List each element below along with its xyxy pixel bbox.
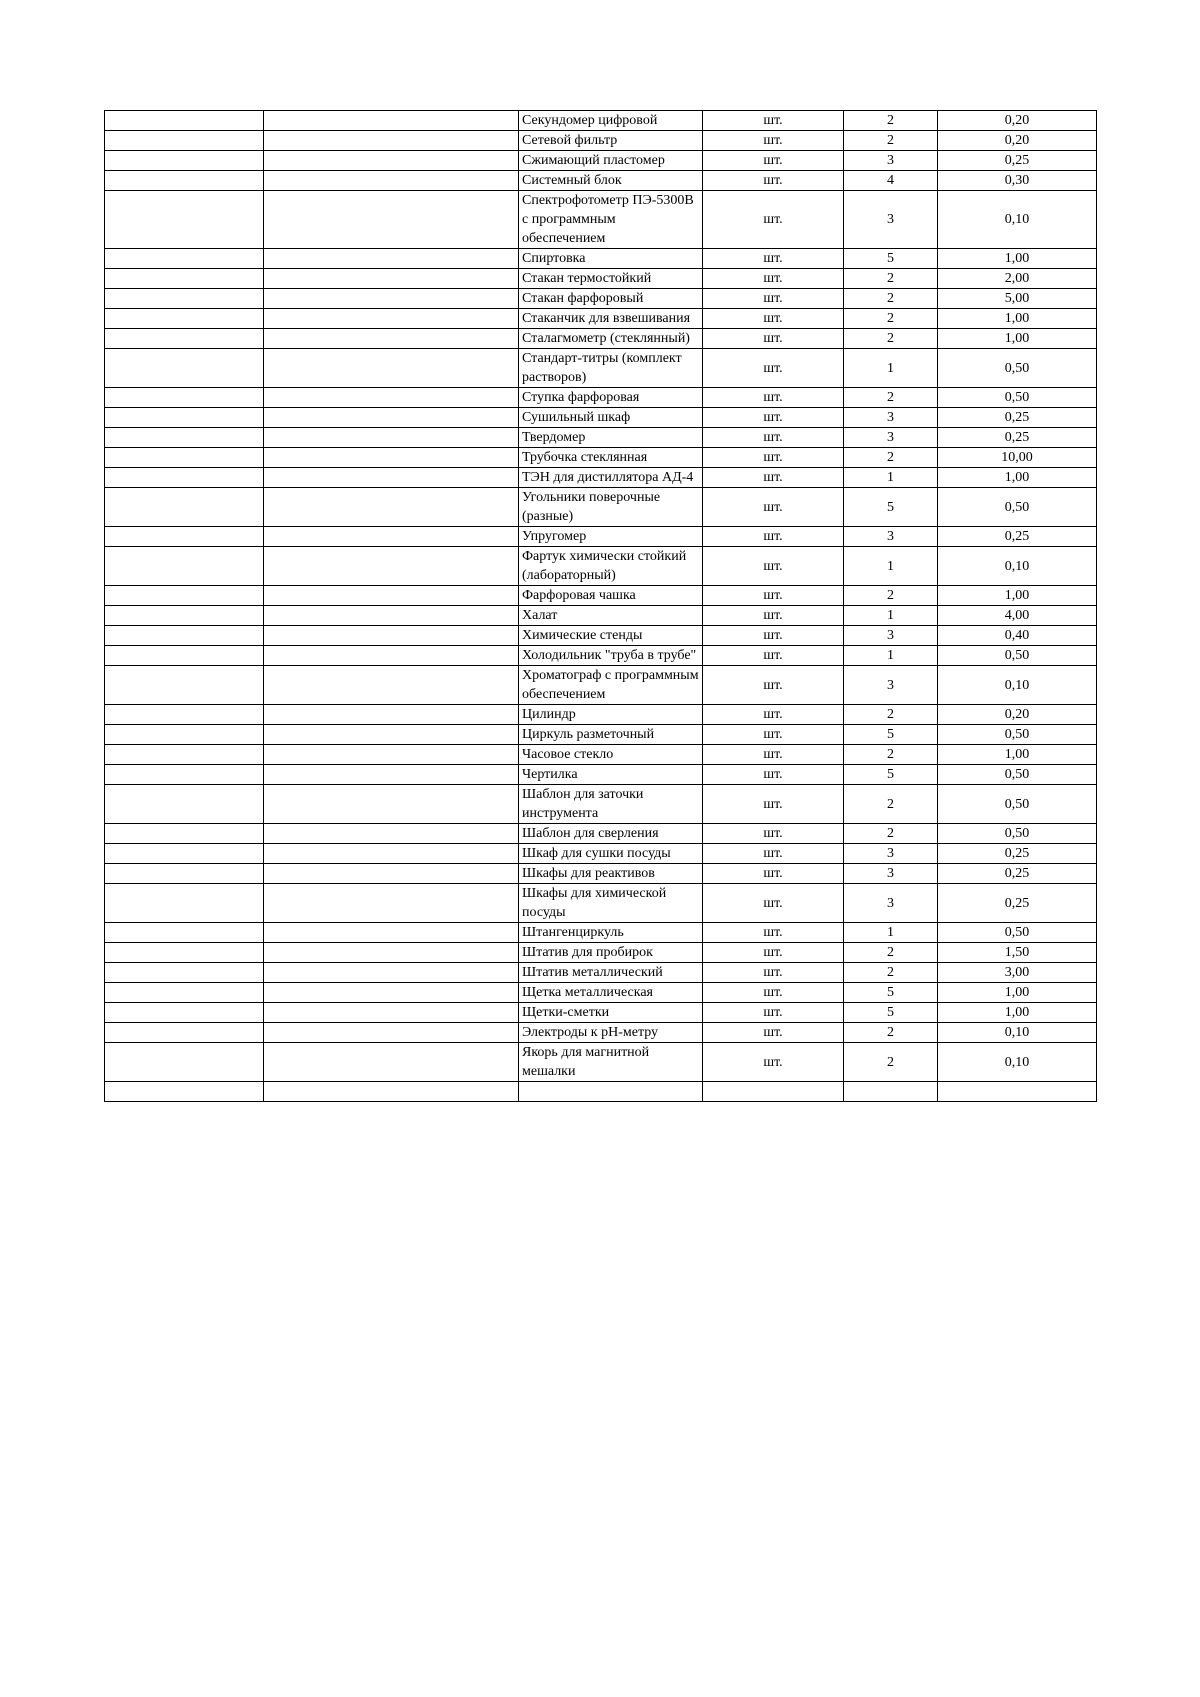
coefficient-cell: 1,00 [938, 329, 1097, 349]
table-row [105, 765, 1097, 785]
coefficient-cell: 0,25 [938, 864, 1097, 884]
coefficient-cell: 0,30 [938, 171, 1097, 191]
quantity-cell: 2 [844, 586, 938, 606]
unit-cell: шт. [703, 745, 844, 765]
unit-cell: шт. [703, 923, 844, 943]
quantity-cell: 2 [844, 785, 938, 824]
empty-cell [264, 1003, 519, 1023]
table-row [105, 745, 1097, 765]
coefficient-cell: 1,00 [938, 983, 1097, 1003]
item-name-cell: Часовое стекло [519, 745, 703, 765]
coefficient-cell: 0,50 [938, 923, 1097, 943]
table-row [105, 309, 1097, 329]
item-name-cell: Электроды к рН-метру [519, 1023, 703, 1043]
empty-cell [264, 527, 519, 547]
coefficient-cell: 1,00 [938, 249, 1097, 269]
table-row [105, 943, 1097, 963]
empty-cell [105, 666, 264, 705]
item-name-cell: Сталагмометр (стеклянный) [519, 329, 703, 349]
empty-cell [105, 864, 264, 884]
coefficient-cell: 10,00 [938, 448, 1097, 468]
empty-cell [105, 191, 264, 249]
quantity-cell: 1 [844, 606, 938, 626]
unit-cell: шт. [703, 666, 844, 705]
unit-cell: шт. [703, 884, 844, 923]
table-row [105, 983, 1097, 1003]
coefficient-cell: 0,10 [938, 666, 1097, 705]
empty-cell [264, 547, 519, 586]
empty-cell [105, 309, 264, 329]
item-name-cell: Хроматограф с программным обеспечением [519, 666, 703, 705]
empty-table-row [105, 1082, 1097, 1102]
empty-cell [264, 249, 519, 269]
unit-cell: шт. [703, 527, 844, 547]
unit-cell: шт. [703, 468, 844, 488]
empty-cell [105, 1043, 264, 1082]
table-row [105, 269, 1097, 289]
table-row [105, 844, 1097, 864]
quantity-cell: 1 [844, 923, 938, 943]
unit-cell: шт. [703, 289, 844, 309]
empty-cell [105, 626, 264, 646]
empty-cell [264, 309, 519, 329]
empty-cell [105, 151, 264, 171]
table-row [105, 864, 1097, 884]
coefficient-cell: 0,25 [938, 151, 1097, 171]
coefficient-cell: 3,00 [938, 963, 1097, 983]
item-name-cell: Сушильный шкаф [519, 408, 703, 428]
quantity-cell: 2 [844, 131, 938, 151]
item-name-cell: Цилиндр [519, 705, 703, 725]
empty-cell [105, 983, 264, 1003]
unit-cell: шт. [703, 824, 844, 844]
quantity-cell: 1 [844, 646, 938, 666]
empty-cell [105, 725, 264, 745]
empty-cell [105, 943, 264, 963]
quantity-cell: 3 [844, 527, 938, 547]
quantity-cell: 3 [844, 626, 938, 646]
empty-cell [105, 646, 264, 666]
table-row [105, 705, 1097, 725]
coefficient-cell: 4,00 [938, 606, 1097, 626]
unit-cell: шт. [703, 844, 844, 864]
empty-cell [264, 864, 519, 884]
item-name-cell: Стаканчик для взвешивания [519, 309, 703, 329]
item-name-cell: Чертилка [519, 765, 703, 785]
empty-cell [105, 388, 264, 408]
item-name-cell: Шаблон для сверления [519, 824, 703, 844]
item-name-cell: Системный блок [519, 171, 703, 191]
item-name-cell: Секундомер цифровой [519, 111, 703, 131]
coefficient-cell: 0,20 [938, 131, 1097, 151]
coefficient-cell: 1,00 [938, 586, 1097, 606]
item-name-cell: Стакан термостойкий [519, 269, 703, 289]
empty-cell [105, 131, 264, 151]
coefficient-cell: 1,00 [938, 745, 1097, 765]
empty-cell [105, 249, 264, 269]
coefficient-cell: 0,50 [938, 488, 1097, 527]
coefficient-cell: 0,50 [938, 765, 1097, 785]
unit-cell: шт. [703, 249, 844, 269]
item-name-cell: Щетка металлическая [519, 983, 703, 1003]
table-row [105, 547, 1097, 586]
unit-cell: шт. [703, 408, 844, 428]
coefficient-cell: 0,20 [938, 111, 1097, 131]
empty-cell [264, 111, 519, 131]
coefficient-cell: 1,00 [938, 468, 1097, 488]
empty-cell [844, 1082, 938, 1102]
unit-cell: шт. [703, 111, 844, 131]
unit-cell: шт. [703, 547, 844, 586]
coefficient-cell: 0,10 [938, 1043, 1097, 1082]
item-name-cell: Фартук химически стойкий (лабораторный) [519, 547, 703, 586]
item-name-cell: Стандарт-титры (комплект растворов) [519, 349, 703, 388]
quantity-cell: 2 [844, 309, 938, 329]
table-row [105, 1023, 1097, 1043]
table-row [105, 646, 1097, 666]
table-row [105, 388, 1097, 408]
item-name-cell: Шкаф для сушки посуды [519, 844, 703, 864]
coefficient-cell: 0,50 [938, 349, 1097, 388]
unit-cell: шт. [703, 151, 844, 171]
unit-cell: шт. [703, 428, 844, 448]
quantity-cell: 3 [844, 844, 938, 864]
empty-cell [105, 547, 264, 586]
quantity-cell: 5 [844, 1003, 938, 1023]
quantity-cell: 3 [844, 408, 938, 428]
item-name-cell: Фарфоровая чашка [519, 586, 703, 606]
table-row [105, 626, 1097, 646]
item-name-cell: Халат [519, 606, 703, 626]
quantity-cell: 2 [844, 705, 938, 725]
unit-cell: шт. [703, 606, 844, 626]
empty-cell [703, 1082, 844, 1102]
empty-cell [264, 468, 519, 488]
item-name-cell: Ступка фарфоровая [519, 388, 703, 408]
unit-cell: шт. [703, 864, 844, 884]
empty-cell [519, 1082, 703, 1102]
empty-cell [105, 745, 264, 765]
empty-cell [264, 606, 519, 626]
empty-cell [264, 923, 519, 943]
item-name-cell: Трубочка стеклянная [519, 448, 703, 468]
empty-cell [264, 785, 519, 824]
empty-cell [105, 1082, 264, 1102]
item-name-cell: Холодильник "труба в трубе" [519, 646, 703, 666]
table-row [105, 606, 1097, 626]
table-row [105, 151, 1097, 171]
empty-cell [264, 329, 519, 349]
empty-cell [264, 646, 519, 666]
table-row [105, 289, 1097, 309]
item-name-cell: Циркуль разметочный [519, 725, 703, 745]
coefficient-cell: 5,00 [938, 289, 1097, 309]
empty-cell [264, 151, 519, 171]
empty-cell [264, 1082, 519, 1102]
empty-cell [264, 428, 519, 448]
item-name-cell: Упругомер [519, 527, 703, 547]
empty-cell [264, 171, 519, 191]
coefficient-cell: 0,10 [938, 547, 1097, 586]
table-row [105, 349, 1097, 388]
quantity-cell: 1 [844, 547, 938, 586]
coefficient-cell: 0,20 [938, 705, 1097, 725]
quantity-cell: 2 [844, 269, 938, 289]
unit-cell: шт. [703, 785, 844, 824]
empty-cell [264, 983, 519, 1003]
item-name-cell: Штатив металлический [519, 963, 703, 983]
unit-cell: шт. [703, 171, 844, 191]
coefficient-cell: 1,50 [938, 943, 1097, 963]
empty-cell [105, 527, 264, 547]
item-name-cell: Шкафы для химической посуды [519, 884, 703, 923]
empty-cell [264, 824, 519, 844]
coefficient-cell: 0,10 [938, 1023, 1097, 1043]
unit-cell: шт. [703, 646, 844, 666]
item-name-cell: Штангенциркуль [519, 923, 703, 943]
empty-cell [264, 191, 519, 249]
coefficient-cell: 2,00 [938, 269, 1097, 289]
item-name-cell: Шаблон для заточки инструмента [519, 785, 703, 824]
empty-cell [264, 963, 519, 983]
empty-cell [264, 269, 519, 289]
equipment-table [104, 110, 1097, 1102]
empty-cell [105, 289, 264, 309]
item-name-cell: Сетевой фильтр [519, 131, 703, 151]
table-row [105, 666, 1097, 705]
empty-cell [264, 408, 519, 428]
item-name-cell: Сжимающий пластомер [519, 151, 703, 171]
coefficient-cell: 0,40 [938, 626, 1097, 646]
empty-cell [264, 1043, 519, 1082]
item-name-cell: Спектрофотометр ПЭ-5300В с программным обеспечением [519, 191, 703, 249]
quantity-cell: 2 [844, 943, 938, 963]
empty-cell [264, 349, 519, 388]
empty-cell [105, 606, 264, 626]
table-row [105, 171, 1097, 191]
coefficient-cell: 0,50 [938, 725, 1097, 745]
coefficient-cell: 0,50 [938, 785, 1097, 824]
unit-cell: шт. [703, 1023, 844, 1043]
quantity-cell: 3 [844, 666, 938, 705]
quantity-cell: 5 [844, 983, 938, 1003]
coefficient-cell: 0,10 [938, 191, 1097, 249]
empty-cell [105, 586, 264, 606]
empty-cell [264, 448, 519, 468]
empty-cell [264, 844, 519, 864]
item-name-cell: Шкафы для реактивов [519, 864, 703, 884]
unit-cell: шт. [703, 309, 844, 329]
table-row [105, 586, 1097, 606]
quantity-cell: 2 [844, 388, 938, 408]
unit-cell: шт. [703, 349, 844, 388]
empty-cell [105, 705, 264, 725]
item-name-cell: ТЭН для дистиллятора АД-4 [519, 468, 703, 488]
empty-cell [105, 884, 264, 923]
empty-cell [264, 586, 519, 606]
coefficient-cell: 0,25 [938, 884, 1097, 923]
item-name-cell: Якорь для магнитной мешалки [519, 1043, 703, 1082]
quantity-cell: 3 [844, 151, 938, 171]
empty-cell [105, 824, 264, 844]
table-row [105, 527, 1097, 547]
unit-cell: шт. [703, 448, 844, 468]
table-row [105, 488, 1097, 527]
empty-cell [105, 1023, 264, 1043]
unit-cell: шт. [703, 765, 844, 785]
unit-cell: шт. [703, 269, 844, 289]
empty-cell [105, 329, 264, 349]
empty-cell [264, 626, 519, 646]
quantity-cell: 3 [844, 864, 938, 884]
table-row [105, 963, 1097, 983]
quantity-cell: 5 [844, 488, 938, 527]
unit-cell: шт. [703, 329, 844, 349]
coefficient-cell: 0,25 [938, 408, 1097, 428]
item-name-cell: Стакан фарфоровый [519, 289, 703, 309]
table-row [105, 1003, 1097, 1023]
empty-cell [105, 448, 264, 468]
unit-cell: шт. [703, 963, 844, 983]
empty-cell [105, 408, 264, 428]
table-row [105, 824, 1097, 844]
table-row [105, 923, 1097, 943]
quantity-cell: 2 [844, 329, 938, 349]
quantity-cell: 5 [844, 725, 938, 745]
coefficient-cell: 1,00 [938, 309, 1097, 329]
empty-cell [105, 468, 264, 488]
unit-cell: шт. [703, 488, 844, 527]
quantity-cell: 2 [844, 963, 938, 983]
item-name-cell: Угольники поверочные (разные) [519, 488, 703, 527]
table-row [105, 725, 1097, 745]
empty-cell [105, 963, 264, 983]
coefficient-cell: 1,00 [938, 1003, 1097, 1023]
table-row [105, 408, 1097, 428]
unit-cell: шт. [703, 131, 844, 151]
item-name-cell: Твердомер [519, 428, 703, 448]
coefficient-cell: 0,25 [938, 527, 1097, 547]
empty-cell [264, 666, 519, 705]
coefficient-cell: 0,25 [938, 428, 1097, 448]
item-name-cell: Химические стенды [519, 626, 703, 646]
empty-cell [264, 765, 519, 785]
quantity-cell: 4 [844, 171, 938, 191]
empty-cell [105, 111, 264, 131]
coefficient-cell: 0,50 [938, 824, 1097, 844]
empty-cell [938, 1082, 1097, 1102]
empty-cell [264, 705, 519, 725]
empty-cell [105, 269, 264, 289]
empty-cell [105, 844, 264, 864]
quantity-cell: 2 [844, 111, 938, 131]
empty-cell [264, 289, 519, 309]
empty-cell [264, 388, 519, 408]
empty-cell [105, 349, 264, 388]
empty-cell [105, 488, 264, 527]
unit-cell: шт. [703, 705, 844, 725]
table-body [105, 111, 1097, 1102]
empty-cell [264, 725, 519, 745]
coefficient-cell: 0,50 [938, 646, 1097, 666]
empty-cell [264, 745, 519, 765]
table-row [105, 884, 1097, 923]
empty-cell [105, 765, 264, 785]
empty-cell [264, 943, 519, 963]
table-row [105, 448, 1097, 468]
table-row [105, 468, 1097, 488]
unit-cell: шт. [703, 586, 844, 606]
table-row [105, 428, 1097, 448]
item-name-cell: Щетки-сметки [519, 1003, 703, 1023]
coefficient-cell: 0,50 [938, 388, 1097, 408]
unit-cell: шт. [703, 388, 844, 408]
table-row [105, 111, 1097, 131]
empty-cell [105, 171, 264, 191]
table-row [105, 191, 1097, 249]
quantity-cell: 1 [844, 468, 938, 488]
quantity-cell: 3 [844, 884, 938, 923]
unit-cell: шт. [703, 1043, 844, 1082]
table-row [105, 1043, 1097, 1082]
unit-cell: шт. [703, 725, 844, 745]
table-row [105, 785, 1097, 824]
quantity-cell: 2 [844, 824, 938, 844]
quantity-cell: 3 [844, 191, 938, 249]
unit-cell: шт. [703, 943, 844, 963]
quantity-cell: 2 [844, 1043, 938, 1082]
table-row [105, 131, 1097, 151]
empty-cell [264, 131, 519, 151]
item-name-cell: Штатив для пробирок [519, 943, 703, 963]
quantity-cell: 5 [844, 249, 938, 269]
coefficient-cell: 0,25 [938, 844, 1097, 864]
unit-cell: шт. [703, 191, 844, 249]
unit-cell: шт. [703, 626, 844, 646]
empty-cell [105, 1003, 264, 1023]
empty-cell [105, 785, 264, 824]
unit-cell: шт. [703, 1003, 844, 1023]
item-name-cell: Спиртовка [519, 249, 703, 269]
empty-cell [264, 1023, 519, 1043]
unit-cell: шт. [703, 983, 844, 1003]
table-row [105, 329, 1097, 349]
table-row [105, 249, 1097, 269]
quantity-cell: 2 [844, 448, 938, 468]
empty-cell [264, 488, 519, 527]
quantity-cell: 1 [844, 349, 938, 388]
empty-cell [105, 923, 264, 943]
quantity-cell: 3 [844, 428, 938, 448]
empty-cell [105, 428, 264, 448]
quantity-cell: 2 [844, 745, 938, 765]
quantity-cell: 2 [844, 289, 938, 309]
empty-cell [264, 884, 519, 923]
quantity-cell: 5 [844, 765, 938, 785]
quantity-cell: 2 [844, 1023, 938, 1043]
